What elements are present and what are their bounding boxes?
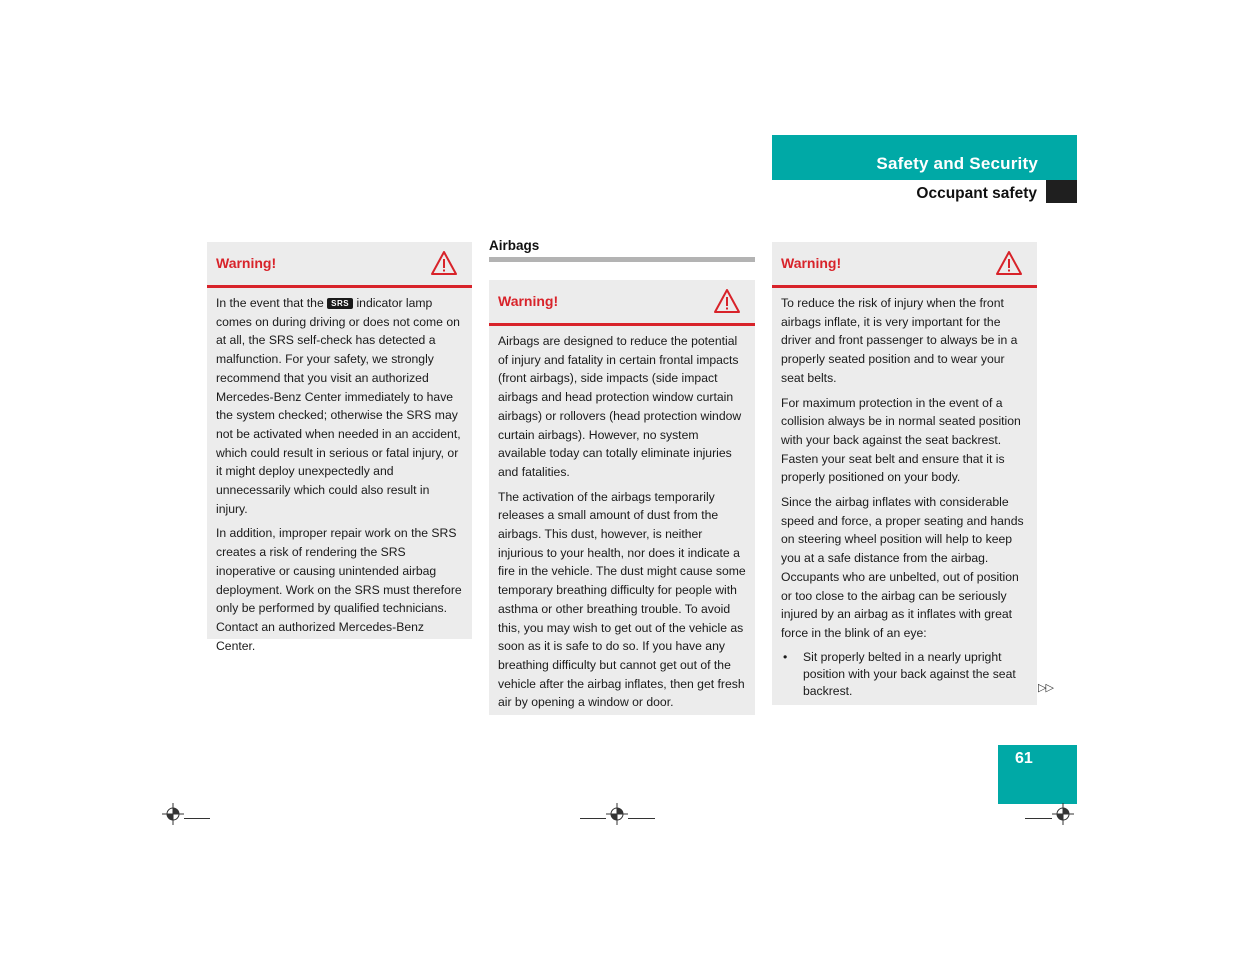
warning-text: In the event that the — [216, 296, 328, 310]
warning-text: indicator lamp comes on during driving or does not come on at all, the SRS self-check has detected a malfunction. For your safety, we strongly recommend that you visit an authorized Mercedes-Benz Center immediately to have the system checked; otherwise the SRS may not be activated when needed in an accident, which could result in serious or fatal injury, or it might deploy unexpectedly and unnecessarily which could also result in injury. — [216, 296, 461, 516]
right-warning-box — [772, 242, 1037, 705]
warning-triangle-icon — [430, 250, 458, 276]
registration-mark-icon — [162, 803, 184, 825]
section-title: Safety and Security — [876, 154, 1038, 173]
warning-body — [489, 326, 755, 726]
registration-mark-icon — [1052, 803, 1074, 825]
subsection-title: Occupant safety — [916, 185, 1037, 202]
crop-line — [1025, 818, 1052, 819]
crop-line — [184, 818, 210, 819]
warning-triangle-icon — [995, 250, 1023, 276]
middle-warning-box — [489, 280, 755, 715]
warning-label: Warning! — [781, 255, 842, 271]
warning-paragraph: For maximum protection in the event of a collision always be in normal seated position with your back against the seat backrest. Fasten your seat belt and ensure that it is properly positioned on your body. — [781, 395, 1021, 485]
subsection-marker-block — [1046, 180, 1077, 203]
warning-triangle-icon — [713, 288, 741, 314]
registration-mark-icon — [606, 803, 628, 825]
warning-paragraph: To reduce the risk of injury when the front airbags inflate, it is very important for the driver and front passenger to always be in a properly seated position and to wear your seat belts. — [781, 296, 1018, 385]
continued-arrow-icon: ▷▷ — [1038, 682, 1053, 694]
warning-paragraph — [216, 294, 463, 518]
warning-header — [489, 280, 755, 326]
warning-label: Warning! — [216, 255, 277, 271]
warning-body — [772, 288, 1037, 708]
crop-line — [580, 818, 606, 819]
srs-indicator-icon: SRS — [327, 298, 353, 309]
section-heading-rule — [489, 257, 755, 262]
warning-bullet-list — [781, 649, 1028, 700]
section-header-band — [772, 135, 1077, 180]
warning-header — [772, 242, 1037, 288]
warning-label: Warning! — [498, 293, 559, 309]
warning-header — [207, 242, 472, 288]
warning-paragraph: Airbags are designed to reduce the potential of injury and fatality in certain frontal impacts (front airbags), side impacts (side impact airbags and head protection window curtain airbags) or rollovers (head protection window curtain airbags). However, no system available today can totally eliminate injuries and fatalities. — [498, 334, 742, 479]
crop-line — [628, 818, 655, 819]
left-warning-box — [207, 242, 472, 653]
warning-paragraph: Since the airbag inflates with considerable speed and force, a proper seating and hands on steering wheel position will help to keep you at a safe distance from the airbag. Occupants who are unbelted, out of position or too close to the airbag can be seriously injured by an airbag as it inflates with great force in the blink of an eye: — [781, 495, 1024, 640]
warning-body — [207, 288, 472, 669]
section-heading-airbags: Airbags — [489, 238, 540, 253]
page-number-block — [998, 745, 1077, 804]
warning-paragraph: In addition, improper repair work on the SRS creates a risk of rendering the SRS inoperative or causing unintended airbag deployment. Work on the SRS must therefore only be performed by qualified technicians. Contact an authorized Mercedes-Benz Center. — [216, 526, 462, 653]
list-item: • Sit properly belted in a nearly upright position with your back against the seat backrest. — [781, 649, 1028, 700]
page-number: 61 — [1015, 750, 1033, 767]
warning-paragraph: The activation of the airbags temporarily releases a small amount of dust from the airbags. This dust, however, is neither injurious to your health, nor does it indicate a fire in the vehicle. The dust might cause some temporary breathing difficulty for people with asthma or other breathing trouble. To avoid this, you may wish to get out of the vehicle as soon as it is safe to do so. If you have any breathing difficulty but cannot get out of the vehicle after the airbag inflates, then get fresh air by opening a window or door. — [498, 489, 746, 710]
